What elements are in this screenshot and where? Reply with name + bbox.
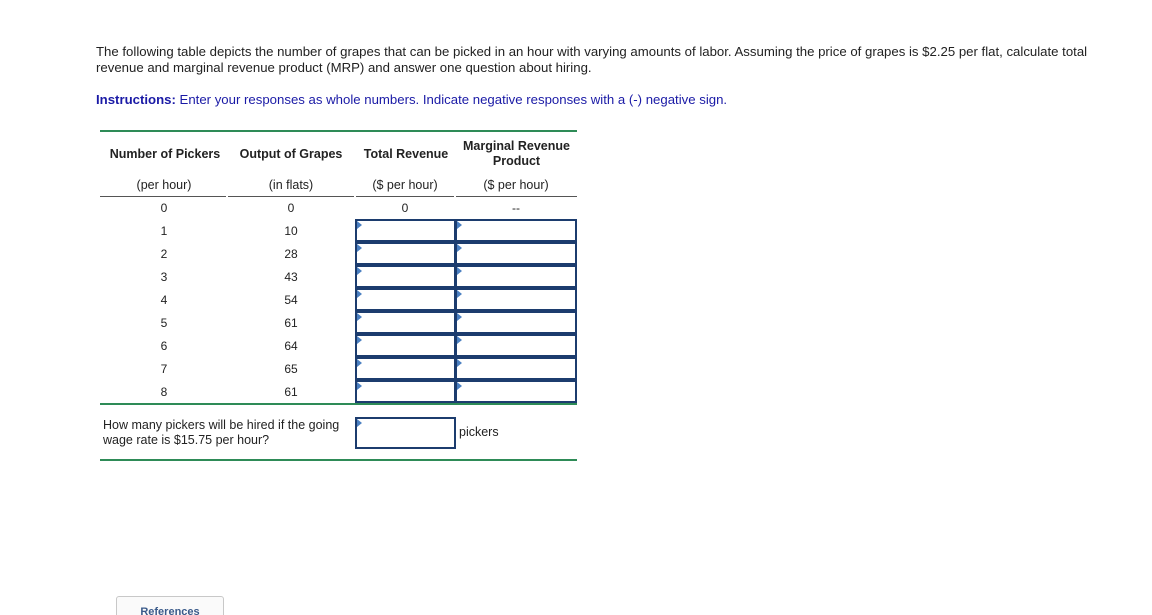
row-pickers: 8 (160, 385, 168, 399)
unit-pickers: (per hour) (136, 178, 192, 192)
mrp-input[interactable] (455, 242, 577, 265)
mrp-input[interactable] (455, 380, 577, 403)
row-output: 61 (284, 385, 298, 399)
total-revenue-input[interactable] (355, 311, 456, 334)
row0-revenue: 0 (401, 201, 409, 215)
instructions (96, 92, 727, 107)
row0-mrp: -- (512, 201, 520, 215)
total-revenue-input[interactable] (355, 265, 456, 288)
instructions-text: Enter your responses as whole numbers. Indicate negative responses with a (-) negative sign. (175, 92, 728, 107)
mrp-input[interactable] (455, 265, 577, 288)
header-mrp (456, 139, 577, 169)
header-pickers: Number of Pickers (109, 147, 221, 161)
total-revenue-input[interactable] (355, 334, 456, 357)
row-pickers: 4 (160, 293, 168, 307)
mrp-input[interactable] (455, 219, 577, 242)
table-top-rule (100, 130, 577, 132)
units-divider (456, 196, 577, 197)
row-output: 28 (284, 247, 298, 261)
row-pickers: 7 (160, 362, 168, 376)
table-bottom-rule (100, 459, 577, 461)
units-divider (100, 196, 226, 197)
row-output: 61 (284, 316, 298, 330)
references-button[interactable]: References (116, 596, 224, 615)
row-output: 43 (284, 270, 298, 284)
unit-output: (in flats) (268, 178, 314, 192)
total-revenue-input[interactable] (355, 357, 456, 380)
header-revenue: Total Revenue (363, 147, 449, 161)
table-mid-rule (100, 403, 577, 405)
header-mrp-line2: Product (492, 154, 541, 168)
header-output: Output of Grapes (239, 147, 343, 161)
total-revenue-input[interactable] (355, 219, 456, 242)
total-revenue-input[interactable] (355, 242, 456, 265)
row-pickers: 5 (160, 316, 168, 330)
mrp-input[interactable] (455, 334, 577, 357)
row-output: 64 (284, 339, 298, 353)
row-pickers: 3 (160, 270, 168, 284)
units-divider (356, 196, 454, 197)
row0-pickers: 0 (160, 201, 168, 215)
total-revenue-input[interactable] (355, 380, 456, 403)
row-pickers: 2 (160, 247, 168, 261)
row-pickers: 6 (160, 339, 168, 353)
total-revenue-input[interactable] (355, 288, 456, 311)
row-output: 54 (284, 293, 298, 307)
unit-revenue: ($ per hour) (372, 178, 438, 192)
row-output: 65 (284, 362, 298, 376)
pickers-unit-label: pickers (459, 425, 499, 439)
header-mrp-line1: Marginal Revenue (463, 139, 570, 153)
mrp-input[interactable] (455, 288, 577, 311)
units-divider (228, 196, 354, 197)
problem-intro: The following table depicts the number of grapes that can be picked in an hour with varying amounts of labor. Assuming the price of grapes is $2.25 per flat, calculate total revenue and marginal revenue product (MRP) and answer one question about hiring. (96, 44, 1088, 75)
instructions-label: Instructions: (96, 92, 176, 107)
row0-output: 0 (287, 201, 295, 215)
unit-mrp: ($ per hour) (483, 178, 549, 192)
row-pickers: 1 (160, 224, 168, 238)
pickers-hired-input[interactable] (355, 417, 456, 449)
mrp-input[interactable] (455, 311, 577, 334)
mrp-input[interactable] (455, 357, 577, 380)
row-output: 10 (284, 224, 298, 238)
hiring-question: How many pickers will be hired if the going wage rate is $15.75 per hour? (103, 418, 340, 447)
